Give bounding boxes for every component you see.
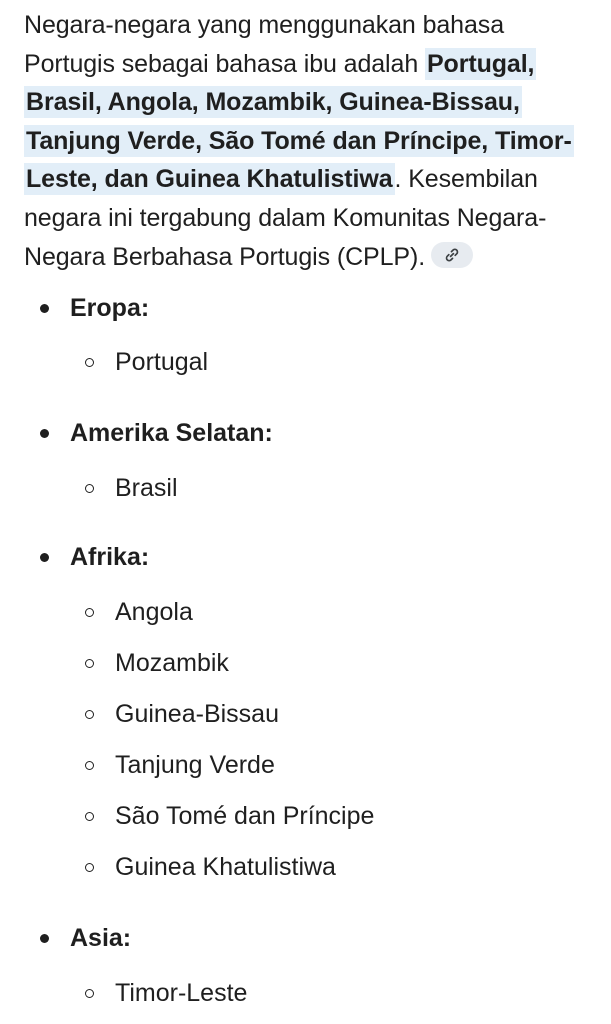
- bullet-circle: [85, 659, 94, 668]
- bullet-circle: [85, 710, 94, 719]
- region-label: Afrika:: [70, 542, 150, 571]
- bullet-circle: [85, 484, 94, 493]
- paragraph-rest: . Kesembilan negara ini tergabung dalam Komunitas Negara-Negara Berbahasa Portugis (CPLP).: [24, 165, 547, 271]
- country-label: São Tomé dan Príncipe: [115, 801, 375, 830]
- link-icon: [444, 247, 460, 263]
- country-label: Guinea Khatulistiwa: [115, 852, 336, 881]
- bullet-dot: [40, 553, 49, 562]
- country-label: Guinea-Bissau: [115, 699, 279, 728]
- source-link-chip[interactable]: [431, 242, 473, 268]
- bullet-dot: [40, 429, 49, 438]
- bullet-dot: [40, 934, 49, 943]
- region-label: Amerika Selatan:: [70, 418, 273, 447]
- bullet-circle: [85, 812, 94, 821]
- region-label: Asia:: [70, 923, 132, 952]
- country-label: Tanjung Verde: [115, 750, 275, 779]
- bullet-circle: [85, 358, 94, 367]
- highlighted-country-list[interactable]: Portugal, Brasil, Angola, Mozambik, Guinea-Bissau, Tanjung Verde, São Tomé dan Príncipe, Timor-Leste, dan Guinea Khatulistiwa: [26, 49, 572, 194]
- answer-paragraph: [24, 6, 584, 276]
- bullet-dot: [40, 304, 49, 313]
- bullet-circle: [85, 989, 94, 998]
- bullet-circle: [85, 608, 94, 617]
- country-label: Mozambik: [115, 648, 229, 677]
- bullet-circle: [85, 863, 94, 872]
- country-label: Timor-Leste: [115, 978, 248, 1007]
- country-label: Brasil: [115, 473, 178, 502]
- bullet-circle: [85, 761, 94, 770]
- country-label: Angola: [115, 597, 193, 626]
- country-label: Portugal: [115, 347, 209, 376]
- paragraph-intro: Negara-negara yang menggunakan bahasa Portugis sebagai bahasa ibu adalah: [24, 11, 504, 78]
- region-label: Eropa:: [70, 293, 150, 322]
